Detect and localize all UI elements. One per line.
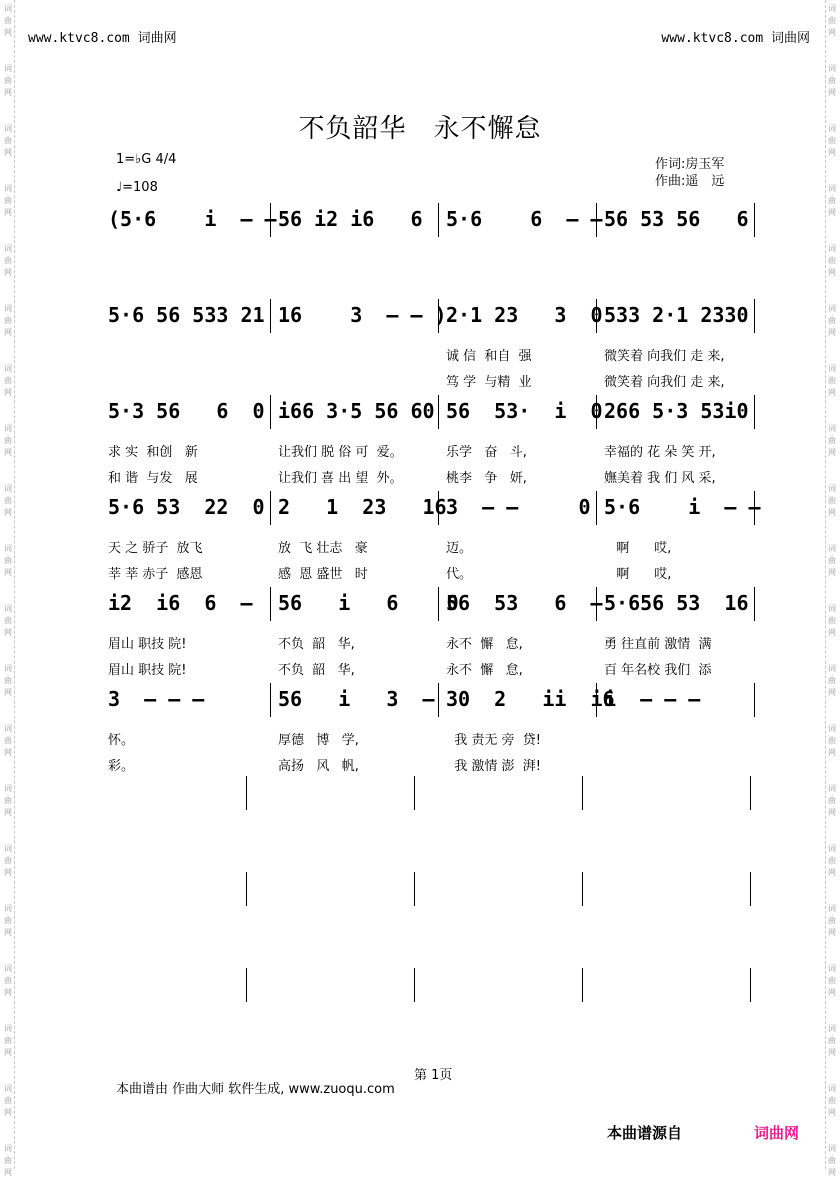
watermark-glyph: 曲 [828, 616, 836, 625]
lyric-verse-1: 我 责无 旁 贷! [446, 733, 542, 748]
empty-bar-line [750, 872, 751, 906]
measure-notes: 3 — — — [108, 687, 205, 711]
watermark-glyph: 词 [4, 1024, 12, 1033]
watermark-glyph: 曲 [4, 916, 12, 925]
watermark-glyph: 网 [4, 448, 12, 457]
watermark-glyph: 曲 [4, 136, 12, 145]
watermark-glyph: 网 [828, 388, 836, 397]
measure-notes: i2 i6 6 — [108, 591, 253, 615]
bar-line [270, 395, 271, 429]
watermark-glyph: 网 [828, 268, 836, 277]
watermark-glyph: 网 [828, 688, 836, 697]
lyric-verse-1: 诚 信 和自 强 [446, 349, 532, 364]
measure-notes: 2 1 23 16 [278, 495, 447, 519]
watermark-glyph: 词 [828, 964, 836, 973]
watermark-glyph: 曲 [4, 16, 12, 25]
song-title: 不负韶华 永不懈怠 [298, 114, 542, 144]
lyric-verse-2: 笃 学 与精 业 [446, 375, 532, 390]
header-right-url[interactable]: www.ktvc8.com 词曲网 [661, 31, 810, 46]
watermark-glyph: 曲 [828, 196, 836, 205]
watermark-glyph: 曲 [4, 1036, 12, 1045]
empty-bar-line [582, 872, 583, 906]
watermark-glyph: 曲 [4, 196, 12, 205]
watermark-glyph: 网 [4, 748, 12, 757]
watermark-glyph: 网 [828, 448, 836, 457]
watermark-glyph: 网 [4, 1048, 12, 1057]
watermark-glyph: 词 [4, 1144, 12, 1153]
key-signature: 1=♭G 4/4 [116, 152, 177, 167]
watermark-glyph: 曲 [828, 1036, 836, 1045]
lyric-verse-2: 眉山 职技 院! [108, 663, 187, 678]
watermark-glyph: 词 [828, 1144, 836, 1153]
watermark-glyph: 网 [4, 1108, 12, 1117]
watermark-glyph: 曲 [4, 1156, 12, 1165]
bar-line [270, 491, 271, 525]
watermark-glyph: 词 [4, 544, 12, 553]
watermark-glyph: 词 [4, 64, 12, 73]
watermark-glyph: 词 [828, 784, 836, 793]
lyric-verse-1: 天 之 骄子 放飞 [108, 541, 203, 556]
watermark-glyph: 网 [4, 328, 12, 337]
measure-notes: 5·6 56 533 21 [108, 303, 265, 327]
source-brand[interactable]: 词曲网 [754, 1124, 800, 1142]
lyric-verse-2: 让我们 喜 出 望 外。 [278, 471, 403, 486]
empty-bar-line [246, 968, 247, 1002]
measure-notes: 56 53 6 — [446, 591, 603, 615]
bar-line [754, 587, 755, 621]
composer-credit: 作曲:遥 远 [655, 174, 725, 189]
watermark-glyph: 网 [4, 28, 12, 37]
watermark-glyph: 网 [4, 88, 12, 97]
empty-bar-line [750, 776, 751, 810]
watermark-glyph: 网 [4, 1168, 12, 1177]
empty-bar-line [582, 968, 583, 1002]
watermark-glyph: 词 [4, 964, 12, 973]
measure-notes: 16 3 — — ) [278, 303, 447, 327]
watermark-glyph: 曲 [828, 676, 836, 685]
watermark-glyph: 词 [828, 1084, 836, 1093]
watermark-glyph: 网 [4, 808, 12, 817]
lyric-verse-1: 求 实 和创 新 [108, 445, 198, 460]
watermark-glyph: 网 [4, 508, 12, 517]
bar-line [438, 203, 439, 237]
measure-notes: 5·656 53 16 [604, 591, 749, 615]
lyric-verse-2: 微笑着 向我们 走 来, [604, 375, 725, 390]
watermark-glyph: 曲 [828, 916, 836, 925]
bar-line [754, 203, 755, 237]
watermark-glyph: 词 [4, 304, 12, 313]
watermark-glyph: 网 [4, 688, 12, 697]
page-number: 第 1页 [414, 1068, 453, 1083]
lyric-verse-2: 桃李 争 妍, [446, 471, 527, 486]
watermark-glyph: 曲 [4, 976, 12, 985]
measure-notes: i66 3·5 56 60 [278, 399, 435, 423]
watermark-glyph: 网 [828, 28, 836, 37]
watermark-glyph: 网 [828, 988, 836, 997]
lyric-verse-1: 微笑着 向我们 走 来, [604, 349, 725, 364]
watermark-glyph: 曲 [4, 856, 12, 865]
watermark-glyph: 曲 [828, 316, 836, 325]
lyric-verse-1: 眉山 职技 院! [108, 637, 187, 652]
bar-line [754, 395, 755, 429]
watermark-glyph: 词 [828, 424, 836, 433]
measure-notes: i — — — [604, 687, 701, 711]
measure-notes: 56 53· i 0 [446, 399, 603, 423]
watermark-glyph: 网 [4, 568, 12, 577]
watermark-glyph: 曲 [828, 496, 836, 505]
lyric-verse-2: 和 谐 与发 展 [108, 471, 198, 486]
lyric-verse-2: 莘 莘 赤子 感恩 [108, 567, 203, 582]
watermark-glyph: 曲 [4, 76, 12, 85]
music-system [100, 683, 755, 773]
watermark-glyph: 网 [4, 628, 12, 637]
watermark-glyph: 词 [828, 184, 836, 193]
header-left-url[interactable]: www.ktvc8.com 词曲网 [28, 31, 177, 46]
watermark-glyph: 曲 [4, 1096, 12, 1105]
watermark-glyph: 词 [4, 424, 12, 433]
watermark-glyph: 曲 [828, 16, 836, 25]
watermark-glyph: 词 [828, 724, 836, 733]
measure-notes: 56 i2 i6 6 [278, 207, 423, 231]
measure-notes: 266 5·3 53i0 [604, 399, 749, 423]
watermark-glyph: 词 [828, 364, 836, 373]
lyric-verse-2: 高扬 风 帆, [278, 759, 359, 774]
watermark-glyph: 网 [828, 208, 836, 217]
watermark-glyph: 词 [828, 904, 836, 913]
watermark-glyph: 词 [828, 64, 836, 73]
watermark-glyph: 曲 [828, 436, 836, 445]
watermark-glyph: 词 [4, 364, 12, 373]
bar-line [270, 683, 271, 717]
watermark-glyph: 曲 [828, 136, 836, 145]
watermark-glyph: 曲 [828, 76, 836, 85]
lyric-verse-1: 幸福的 花 朵 笑 开, [604, 445, 716, 460]
lyric-verse-2: 永不 懈 怠, [446, 663, 523, 678]
lyric-verse-1: 永不 懈 怠, [446, 637, 523, 652]
lyric-verse-2: 百 年名校 我们 添 [604, 663, 712, 678]
watermark-glyph: 词 [4, 4, 12, 13]
watermark-glyph: 曲 [828, 1156, 836, 1165]
empty-bar-line [246, 872, 247, 906]
watermark-glyph: 词 [828, 124, 836, 133]
watermark-glyph: 曲 [4, 376, 12, 385]
watermark-glyph: 曲 [4, 616, 12, 625]
watermark-glyph: 词 [828, 304, 836, 313]
watermark-glyph: 曲 [4, 796, 12, 805]
watermark-glyph: 曲 [828, 376, 836, 385]
watermark-glyph: 曲 [828, 256, 836, 265]
watermark-glyph: 曲 [828, 556, 836, 565]
music-system [100, 395, 755, 485]
watermark-glyph: 曲 [828, 976, 836, 985]
watermark-glyph: 网 [828, 1168, 836, 1177]
lyric-verse-2: 啊 哎, [604, 567, 672, 582]
watermark-glyph: 词 [4, 124, 12, 133]
measure-notes: 56 i 3 — [278, 687, 435, 711]
music-system [100, 491, 761, 582]
lyric-verse-1: 乐学 奋 斗, [446, 445, 527, 460]
lyric-verse-1: 让我们 脱 俗 可 爱。 [278, 445, 403, 460]
empty-bar-line [750, 968, 751, 1002]
watermark-glyph: 曲 [4, 316, 12, 325]
bar-line [438, 683, 439, 717]
watermark-glyph: 词 [4, 1084, 12, 1093]
watermark-glyph: 词 [828, 244, 836, 253]
watermark-glyph: 网 [4, 988, 12, 997]
watermark-glyph: 曲 [4, 496, 12, 505]
bar-line [270, 299, 271, 333]
measure-notes: 5·6 53 22 0 [108, 495, 265, 519]
lyricist-credit: 作词:房玉军 [655, 157, 725, 172]
measure-notes: 2·1 23 3 0 [446, 303, 603, 327]
watermark-glyph: 网 [828, 808, 836, 817]
watermark-glyph: 词 [828, 664, 836, 673]
watermark-glyph: 网 [4, 268, 12, 277]
music-system [100, 587, 755, 677]
watermark-glyph: 网 [828, 328, 836, 337]
watermark-glyph: 词 [828, 484, 836, 493]
watermark-glyph: 曲 [4, 436, 12, 445]
watermark-glyph: 网 [4, 148, 12, 157]
measure-notes: 5·6 6 — — [446, 207, 603, 231]
empty-bar-line [414, 968, 415, 1002]
watermark-glyph: 词 [828, 544, 836, 553]
watermark-glyph: 曲 [4, 676, 12, 685]
lyric-verse-1: 放 飞 壮志 豪 [278, 541, 368, 556]
lyric-verse-2: 不负 韶 华, [278, 663, 355, 678]
bar-line [438, 395, 439, 429]
watermark-glyph: 网 [4, 868, 12, 877]
lyric-verse-2: 嫵美着 我 们 风 采, [604, 471, 716, 486]
watermark-glyph: 曲 [4, 556, 12, 565]
watermark-glyph: 网 [828, 928, 836, 937]
watermark-glyph: 词 [828, 844, 836, 853]
watermark-glyph: 曲 [4, 256, 12, 265]
watermark-glyph: 词 [4, 904, 12, 913]
measure-notes: (5·6 i — — [108, 207, 277, 231]
lyric-verse-1: 勇 往直前 激情 满 [604, 637, 712, 652]
watermark-glyph: 曲 [4, 736, 12, 745]
empty-bar-line [582, 776, 583, 810]
lyric-verse-2: 代。 [446, 567, 473, 582]
watermark-glyph: 词 [4, 784, 12, 793]
generator-note: 本曲谱由 作曲大师 软件生成, www.zuoqu.com [116, 1082, 395, 1097]
watermark-glyph: 词 [4, 664, 12, 673]
lyric-verse-1: 啊 哎, [604, 541, 672, 556]
bar-line [596, 491, 597, 525]
measure-notes: 3 — — 0 [446, 495, 591, 519]
watermark-glyph: 词 [4, 244, 12, 253]
watermark-glyph: 曲 [828, 856, 836, 865]
watermark-glyph: 网 [828, 868, 836, 877]
music-system [100, 299, 755, 389]
watermark-glyph: 网 [828, 1108, 836, 1117]
tempo-marking: ♩=108 [116, 180, 158, 195]
measure-notes: 56 i 6 0 [278, 591, 459, 615]
watermark-glyph: 词 [828, 4, 836, 13]
measure-notes: 30 2 ii i6 [446, 687, 615, 711]
measure-notes: 56 53 56 6 [604, 207, 749, 231]
watermark-glyph: 网 [4, 928, 12, 937]
measure-notes: 5·3 56 6 0 [108, 399, 265, 423]
watermark-glyph: 曲 [828, 796, 836, 805]
empty-bar-line [246, 776, 247, 810]
watermark-glyph: 网 [828, 568, 836, 577]
watermark-glyph: 曲 [828, 736, 836, 745]
lyric-verse-1: 迈。 [446, 541, 473, 556]
watermark-glyph: 网 [828, 748, 836, 757]
empty-bar-line [414, 872, 415, 906]
watermark-glyph: 词 [4, 844, 12, 853]
lyric-verse-1: 不负 韶 华, [278, 637, 355, 652]
watermark-glyph: 网 [828, 88, 836, 97]
watermark-glyph: 词 [4, 604, 12, 613]
source-label: 本曲谱源自 [607, 1124, 683, 1142]
bar-line [270, 587, 271, 621]
bar-line [754, 299, 755, 333]
measure-notes: 533 2·1 2330 [604, 303, 749, 327]
measure-notes: 5·6 i — — [604, 495, 761, 519]
music-system [100, 203, 755, 293]
watermark-glyph: 网 [828, 1048, 836, 1057]
watermark-glyph: 词 [4, 484, 12, 493]
lyric-verse-2: 我 激情 澎 湃! [446, 759, 542, 774]
lyric-verse-2: 感 恩 盛世 时 [278, 567, 368, 582]
watermark-glyph: 词 [828, 604, 836, 613]
watermark-glyph: 网 [4, 208, 12, 217]
empty-bar-line [414, 776, 415, 810]
lyric-verse-2: 彩。 [108, 759, 135, 774]
watermark-glyph: 词 [4, 184, 12, 193]
watermark-glyph: 网 [828, 508, 836, 517]
watermark-glyph: 网 [4, 388, 12, 397]
bar-line [754, 683, 755, 717]
lyric-verse-1: 厚德 博 学, [278, 733, 359, 748]
watermark-glyph: 曲 [828, 1096, 836, 1105]
watermark-glyph: 网 [828, 628, 836, 637]
watermark-glyph: 词 [828, 1024, 836, 1033]
watermark-glyph: 网 [828, 148, 836, 157]
lyric-verse-1: 怀。 [108, 733, 135, 748]
watermark-glyph: 词 [4, 724, 12, 733]
